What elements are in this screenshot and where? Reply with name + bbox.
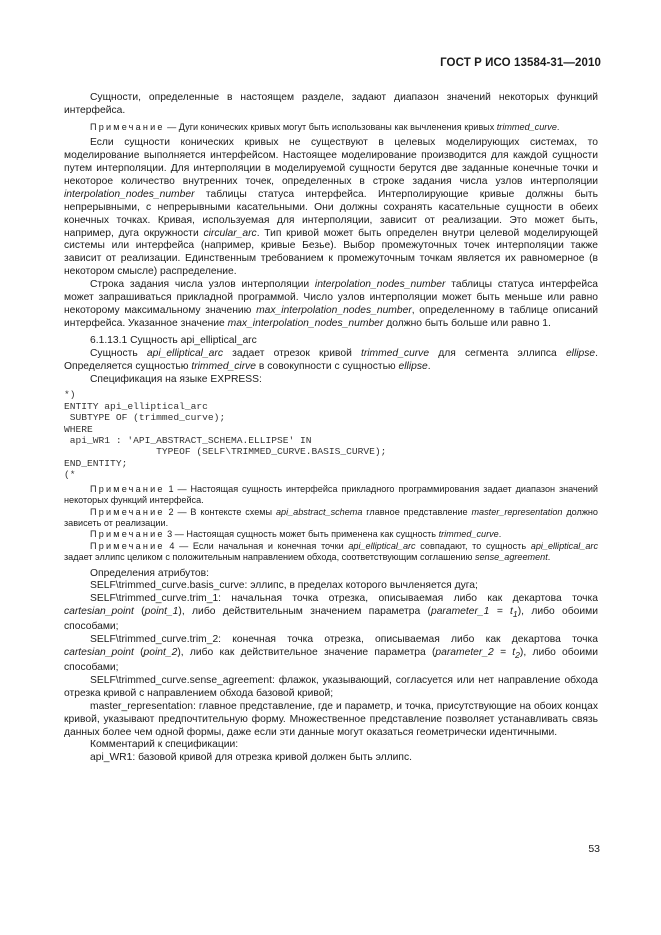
term: trimmed_cirve (191, 360, 257, 372)
note-3: Примечание 3 — Настоящая сущность может быть применена как сущность trimmed_curve. (90, 529, 502, 540)
attr-trim-1: SELF\trimmed_curve.trim_1: начальная точка отрезка, описываемая либо как декартова точка cartesian_point (point_1), либо действительным значением параметра (parameter_1 = $t_1$), либо обоими способами; (64, 593, 598, 633)
express-code-block: *) ENTITY api_elliptical_arc SUBTYPE OF (trimmed_curve); WHERE api_WR1 : 'API_ABSTRACT_SCHEMA.ELLIPSE' IN TYPEOF (SELF\TRIMMED_CURVE.BASIS_CURVE); END_ENTITY; (* (64, 389, 387, 481)
note-4: Примечание 4 — Если начальная и конечная точки api_elliptical_arc совпадают, то сущность api_elliptical_arc задает эллипс целиком с положительным направлением обхода, соответствующим соглашению sense_agreement. (64, 540, 598, 563)
note-label: Примечание (90, 529, 165, 540)
term: ellipse (565, 347, 596, 359)
term: trimmed_curve (438, 529, 499, 540)
term: cartesian_point (64, 606, 134, 618)
term: interpolation_nodes_number (64, 188, 195, 200)
term: master_representation (471, 506, 563, 517)
attr-sense-agreement: SELF\trimmed_curve.sense_agreement: флажок, указывающий, согласуется или нет направление обхода отрезка кривой с направлением обхода базовой кривой; (64, 674, 598, 699)
term: cartesian_point (64, 647, 134, 659)
entity-description: Сущность api_elliptical_arc задает отрезок кривой trimmed_curve для сегмента эллипса ellipse. Определяется сущностью trimmed_cirve в совокупности с сущностью ellipse. (64, 347, 599, 372)
term: parameter_2 = $t_2$ (435, 647, 520, 661)
note-label: Примечание (90, 121, 165, 132)
term: api_elliptical_arc (530, 540, 598, 551)
note-arc: Примечание — Дуги конических кривых могут быть использованы как вычленения кривых trimmed_curve. (90, 121, 560, 132)
term: point_2 (143, 647, 178, 659)
term: api_abstract_schema (275, 506, 363, 517)
term: max_interpolation_nodes_number (256, 305, 412, 316)
term: trimmed_curve (496, 121, 557, 132)
term: sense_agreement (474, 552, 548, 563)
term: api_elliptical_arc (348, 540, 416, 551)
standard-header: ГОСТ Р ИСО 13584-31—2010 (440, 57, 601, 69)
attributes-title: Определения атрибутов: (90, 567, 209, 579)
attr-trim-2: SELF\trimmed_curve.trim_2: конечная точка отрезка, описываемая либо как декартова точка cartesian_point (point_2), либо как действительное значение параметра (parameter_2 = $t_2$), либо обоими способами; (64, 634, 598, 673)
attr-master-representation: master_representation: главное представление, где и параметр, и точка, присутствующие на обоих концах кривой, указывают предпочтительную форму. Множественное представление позволяет устанавливать связь данных более чем одной формы, даже если эти данные могут оказаться геометрически идентичными. (64, 700, 598, 738)
note-label: Примечание (90, 483, 165, 494)
section-title: 6.1.13.1 Сущность api_elliptical_arc (90, 334, 257, 346)
term: max_interpolation_nodes_number (227, 317, 384, 329)
note-label: Примечание (90, 540, 165, 551)
note-label: Примечание (90, 506, 165, 517)
note-2: Примечание 2 — В контексте схемы api_abstract_schema главное представление master_representation должно зависеть от реализации. (64, 506, 598, 528)
comment-wr1: api_WR1: базовой кривой для отрезка кривой должен быть эллипс. (90, 752, 412, 764)
term: trimmed_curve (360, 347, 430, 359)
page-number: 53 (588, 843, 600, 855)
interpolation-paragraph: Строка задания числа узлов интерполяции interpolation_nodes_number таблицы статуса интерфейса может запрашиваться прикладной программой. Число узлов интерполяции может быть меньше или равно некоторому максимальному значению max_interpolation_nodes_number, определенному в таблице описаний интерфейса. Указанное значение max_interpolation_nodes_number должно быть больше или равно 1. (64, 279, 598, 329)
term: parameter_1 = $t_1$ (430, 606, 518, 620)
page-body (64, 92, 598, 765)
intro-paragraph: Сущности, определенные в настоящем разделе, задают диапазон значений некоторых функций интерфейса. (64, 92, 598, 116)
term: api_elliptical_arc (146, 347, 223, 359)
express-spec-label: Спецификация на языке EXPRESS: (90, 373, 262, 385)
term: circular_arc (203, 227, 257, 239)
comments-title: Комментарий к спецификации: (90, 739, 239, 751)
attr-basis-curve: SELF\trimmed_curve.basis_curve: эллипс, в пределах которого вычленяется дуга; (90, 580, 478, 592)
note-1: Примечание 1 — Настоящая сущность интерфейса прикладного программирования задает диапазон значений некоторых функций интерфейса. (64, 483, 598, 506)
term: ellipse (398, 360, 428, 372)
modeling-paragraph: Если сущности конических кривых не существуют в целевых моделирующих системах, то моделирование выполняется интерфейсом. Настоящее моделирование производится для каждой сущности путем интерполяции. Для интерполяции в моделируемой сущности берутся две заданные конечные точки и некоторое количество внутренних точек, определенных в строке задания числа узлов интерполяции interpolation_nodes_number таблицы статуса интерфейса. Интерполирующие кривые должны быть непрерывными, с непрерывными касательными. Они должны сохранять касательные сущности в обеих конечных точках. Кривая, используемая для интерполяции, зависит от реализации. Это может быть, например, дуга окружности circular_arc. Тип кривой может быть определен внутри целевой моделирующей системы или интерфейса (например, кривые Безье). Выбор промежуточных точек интерполяции также зависит от реализации. Единственным требованием к промежуточным точкам является их равномерное (в некотором смысле) распределение. (64, 137, 598, 278)
term: point_1 (144, 606, 179, 618)
term: interpolation_nodes_number (314, 279, 446, 291)
